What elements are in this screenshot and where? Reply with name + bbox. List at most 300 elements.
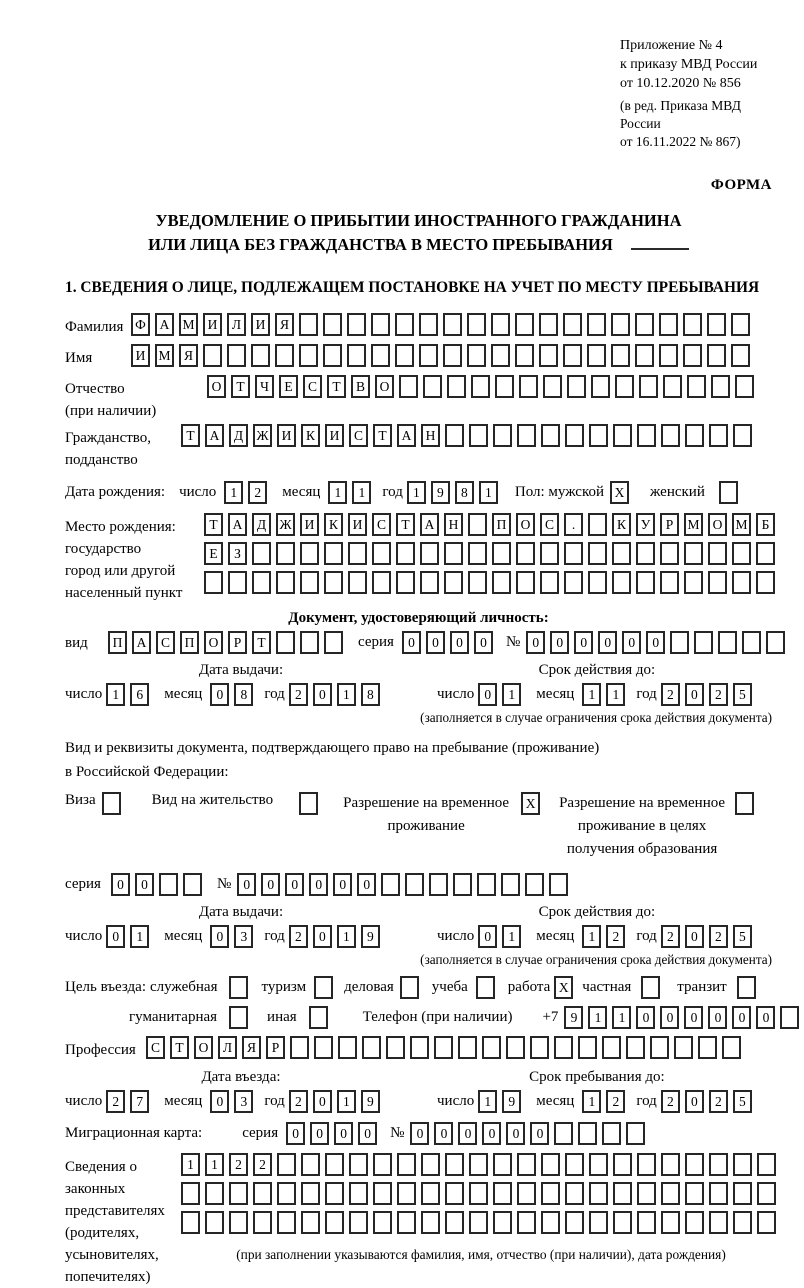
char-cell[interactable]: 0 [210,1090,229,1113]
char-cell[interactable]: К [324,513,343,536]
char-cell[interactable]: А [397,424,416,447]
char-cell[interactable]: Л [227,313,246,336]
char-cell[interactable]: Я [242,1036,261,1059]
char-cell[interactable] [756,571,775,594]
char-cell[interactable] [434,1036,453,1059]
char-cell[interactable] [684,542,703,565]
char-cell[interactable] [419,344,438,367]
char-cell[interactable] [517,1153,536,1176]
char-cell[interactable] [421,1182,440,1205]
char-cell[interactable] [564,571,583,594]
char-cell[interactable]: Е [279,375,298,398]
char-cell[interactable] [405,873,424,896]
char-cell[interactable] [468,571,487,594]
char-cell[interactable] [276,542,295,565]
char-cell[interactable]: 1 [478,1090,497,1113]
char-cell[interactable]: 1 [181,1153,200,1176]
char-cell[interactable] [397,1211,416,1234]
char-cell[interactable]: 8 [455,481,474,504]
char-cell[interactable] [588,571,607,594]
char-cell[interactable]: 0 [285,873,304,896]
char-cell[interactable] [493,424,512,447]
char-cell[interactable]: О [207,375,226,398]
char-cell[interactable]: 0 [732,1006,751,1029]
char-cell[interactable] [611,344,630,367]
char-cell[interactable] [229,1182,248,1205]
char-cell[interactable]: М [155,344,174,367]
char-cell[interactable] [659,313,678,336]
char-cell[interactable]: 1 [606,683,625,706]
char-cell[interactable] [347,313,366,336]
char-cell[interactable] [347,344,366,367]
char-cell[interactable] [301,1153,320,1176]
char-cell[interactable] [685,1182,704,1205]
char-cell[interactable] [660,542,679,565]
char-cell[interactable] [635,313,654,336]
char-cell[interactable]: 2 [709,1090,728,1113]
char-cell[interactable] [757,1182,776,1205]
char-cell[interactable] [563,313,582,336]
char-cell[interactable]: 0 [474,631,493,654]
char-cell[interactable] [589,424,608,447]
char-cell[interactable] [663,375,682,398]
char-cell[interactable] [102,792,121,815]
char-cell[interactable] [565,1153,584,1176]
char-cell[interactable] [587,313,606,336]
char-cell[interactable] [349,1153,368,1176]
char-cell[interactable] [420,571,439,594]
char-cell[interactable] [371,313,390,336]
char-cell[interactable]: 0 [358,1122,377,1145]
char-cell[interactable]: 0 [237,873,256,896]
char-cell[interactable] [549,873,568,896]
char-cell[interactable] [229,1006,248,1029]
char-cell[interactable] [659,344,678,367]
char-cell[interactable] [708,571,727,594]
char-cell[interactable] [362,1036,381,1059]
char-cell[interactable] [636,571,655,594]
char-cell[interactable]: Р [266,1036,285,1059]
char-cell[interactable] [515,313,534,336]
char-cell[interactable] [277,1153,296,1176]
char-cell[interactable] [373,1153,392,1176]
char-cell[interactable]: А [205,424,224,447]
char-cell[interactable] [181,1211,200,1234]
char-cell[interactable] [565,424,584,447]
char-cell[interactable] [471,375,490,398]
char-cell[interactable] [444,571,463,594]
char-cell[interactable] [543,375,562,398]
char-cell[interactable]: 0 [334,1122,353,1145]
char-cell[interactable] [711,375,730,398]
char-cell[interactable] [491,313,510,336]
char-cell[interactable]: 0 [685,683,704,706]
char-cell[interactable]: 9 [431,481,450,504]
char-cell[interactable]: 0 [357,873,376,896]
char-cell[interactable] [447,375,466,398]
char-cell[interactable]: Т [396,513,415,536]
char-cell[interactable] [443,344,462,367]
char-cell[interactable]: 8 [361,683,380,706]
char-cell[interactable]: З [228,542,247,565]
char-cell[interactable]: О [375,375,394,398]
char-cell[interactable] [252,571,271,594]
char-cell[interactable]: 0 [478,683,497,706]
char-cell[interactable]: С [303,375,322,398]
char-cell[interactable]: М [179,313,198,336]
char-cell[interactable] [395,344,414,367]
char-cell[interactable]: О [708,513,727,536]
char-cell[interactable]: П [180,631,199,654]
char-cell[interactable]: 0 [636,1006,655,1029]
char-cell[interactable] [709,1153,728,1176]
char-cell[interactable] [719,481,738,504]
char-cell[interactable]: 1 [106,683,125,706]
char-cell[interactable]: 0 [574,631,593,654]
char-cell[interactable]: 0 [506,1122,525,1145]
char-cell[interactable] [506,1036,525,1059]
char-cell[interactable] [742,631,761,654]
char-cell[interactable] [181,1182,200,1205]
char-cell[interactable] [419,313,438,336]
char-cell[interactable]: 0 [333,873,352,896]
char-cell[interactable] [325,1153,344,1176]
char-cell[interactable]: 0 [458,1122,477,1145]
char-cell[interactable] [735,792,754,815]
char-cell[interactable]: Б [756,513,775,536]
char-cell[interactable] [637,1211,656,1234]
char-cell[interactable] [637,1153,656,1176]
char-cell[interactable]: 2 [289,1090,308,1113]
char-cell[interactable] [516,542,535,565]
char-cell[interactable] [685,1153,704,1176]
char-cell[interactable] [708,542,727,565]
char-cell[interactable]: 1 [612,1006,631,1029]
char-cell[interactable] [707,313,726,336]
char-cell[interactable] [718,631,737,654]
char-cell[interactable] [323,313,342,336]
char-cell[interactable] [491,344,510,367]
char-cell[interactable]: А [132,631,151,654]
char-cell[interactable] [757,1211,776,1234]
char-cell[interactable] [683,344,702,367]
char-cell[interactable] [735,375,754,398]
char-cell[interactable] [445,1153,464,1176]
char-cell[interactable] [613,1153,632,1176]
char-cell[interactable] [276,571,295,594]
char-cell[interactable] [709,424,728,447]
char-cell[interactable] [183,873,202,896]
char-cell[interactable] [540,542,559,565]
char-cell[interactable]: 0 [646,631,665,654]
char-cell[interactable] [429,873,448,896]
char-cell[interactable]: И [325,424,344,447]
char-cell[interactable] [205,1182,224,1205]
char-cell[interactable]: 2 [248,481,267,504]
char-cell[interactable] [228,571,247,594]
char-cell[interactable] [722,1036,741,1059]
char-cell[interactable]: О [204,631,223,654]
char-cell[interactable]: 1 [130,925,149,948]
char-cell[interactable] [554,1036,573,1059]
char-cell[interactable] [277,1182,296,1205]
char-cell[interactable]: 1 [337,925,356,948]
char-cell[interactable]: А [155,313,174,336]
char-cell[interactable]: Т [252,631,271,654]
char-cell[interactable]: 0 [598,631,617,654]
char-cell[interactable] [349,1211,368,1234]
char-cell[interactable]: 3 [234,1090,253,1113]
char-cell[interactable] [637,1182,656,1205]
char-cell[interactable] [517,424,536,447]
char-cell[interactable] [445,1211,464,1234]
char-cell[interactable] [309,1006,328,1029]
char-cell[interactable]: 0 [684,1006,703,1029]
char-cell[interactable] [421,1211,440,1234]
char-cell[interactable] [493,1153,512,1176]
char-cell[interactable]: Ж [253,424,272,447]
char-cell[interactable] [539,344,558,367]
char-cell[interactable] [453,873,472,896]
char-cell[interactable] [674,1036,693,1059]
char-cell[interactable] [299,313,318,336]
char-cell[interactable] [469,1211,488,1234]
char-cell[interactable] [661,1182,680,1205]
char-cell[interactable]: И [131,344,150,367]
char-cell[interactable]: 1 [502,925,521,948]
char-cell[interactable] [325,1211,344,1234]
char-cell[interactable]: 2 [661,925,680,948]
char-cell[interactable]: П [108,631,127,654]
char-cell[interactable]: Т [231,375,250,398]
char-cell[interactable]: 7 [130,1090,149,1113]
char-cell[interactable] [381,873,400,896]
char-cell[interactable] [277,1211,296,1234]
char-cell[interactable] [373,1182,392,1205]
char-cell[interactable]: 5 [733,683,752,706]
char-cell[interactable] [565,1182,584,1205]
char-cell[interactable] [323,344,342,367]
char-cell[interactable]: 1 [224,481,243,504]
char-cell[interactable]: 2 [661,1090,680,1113]
char-cell[interactable] [541,1153,560,1176]
char-cell[interactable] [554,1122,573,1145]
char-cell[interactable] [766,631,785,654]
char-cell[interactable] [565,1211,584,1234]
char-cell[interactable] [684,571,703,594]
char-cell[interactable] [251,344,270,367]
char-cell[interactable]: 0 [210,683,229,706]
char-cell[interactable]: 0 [756,1006,775,1029]
char-cell[interactable]: Я [275,313,294,336]
char-cell[interactable] [733,1153,752,1176]
char-cell[interactable]: 0 [478,925,497,948]
char-cell[interactable] [733,424,752,447]
char-cell[interactable] [159,873,178,896]
char-cell[interactable]: 2 [606,925,625,948]
char-cell[interactable] [564,542,583,565]
char-cell[interactable] [563,344,582,367]
char-cell[interactable]: Ф [131,313,150,336]
char-cell[interactable] [639,375,658,398]
char-cell[interactable] [641,976,660,999]
char-cell[interactable]: 0 [530,1122,549,1145]
char-cell[interactable] [324,631,343,654]
char-cell[interactable]: 1 [502,683,521,706]
char-cell[interactable] [492,542,511,565]
char-cell[interactable]: И [203,313,222,336]
char-cell[interactable] [541,1211,560,1234]
char-cell[interactable] [516,571,535,594]
char-cell[interactable]: 0 [135,873,154,896]
char-cell[interactable] [469,1153,488,1176]
char-cell[interactable]: 3 [234,925,253,948]
char-cell[interactable]: Р [228,631,247,654]
char-cell[interactable]: 2 [709,683,728,706]
char-cell[interactable] [300,542,319,565]
char-cell[interactable]: 1 [337,683,356,706]
char-cell[interactable] [661,1211,680,1234]
char-cell[interactable] [613,424,632,447]
char-cell[interactable]: 0 [482,1122,501,1145]
char-cell[interactable] [587,344,606,367]
char-cell[interactable]: У [636,513,655,536]
char-cell[interactable] [458,1036,477,1059]
char-cell[interactable] [615,375,634,398]
char-cell[interactable]: И [300,513,319,536]
char-cell[interactable] [707,344,726,367]
char-cell[interactable] [733,1211,752,1234]
char-cell[interactable]: 0 [313,1090,332,1113]
char-cell[interactable]: 2 [289,683,308,706]
char-cell[interactable] [227,344,246,367]
char-cell[interactable] [493,1182,512,1205]
char-cell[interactable] [373,1211,392,1234]
char-cell[interactable] [468,513,487,536]
char-cell[interactable]: Д [229,424,248,447]
char-cell[interactable]: 1 [582,683,601,706]
char-cell[interactable]: 6 [130,683,149,706]
char-cell[interactable] [591,375,610,398]
char-cell[interactable] [300,571,319,594]
char-cell[interactable]: 0 [111,873,130,896]
char-cell[interactable] [525,873,544,896]
char-cell[interactable]: 0 [313,683,332,706]
char-cell[interactable] [517,1211,536,1234]
char-cell[interactable]: Н [444,513,463,536]
char-cell[interactable] [567,375,586,398]
char-cell[interactable]: 1 [337,1090,356,1113]
char-cell[interactable] [578,1122,597,1145]
char-cell[interactable] [709,1182,728,1205]
char-cell[interactable]: 9 [564,1006,583,1029]
char-cell[interactable]: 0 [526,631,545,654]
char-cell[interactable] [400,976,419,999]
char-cell[interactable] [399,375,418,398]
char-cell[interactable] [495,375,514,398]
char-cell[interactable] [299,792,318,815]
char-cell[interactable]: Т [170,1036,189,1059]
char-cell[interactable]: 1 [352,481,371,504]
char-cell[interactable] [661,424,680,447]
char-cell[interactable]: 1 [205,1153,224,1176]
char-cell[interactable]: 0 [708,1006,727,1029]
char-cell[interactable] [396,571,415,594]
char-cell[interactable]: Ж [276,513,295,536]
char-cell[interactable]: С [156,631,175,654]
char-cell[interactable] [325,1182,344,1205]
char-cell[interactable]: М [684,513,703,536]
char-cell[interactable]: 9 [361,925,380,948]
char-cell[interactable]: 0 [286,1122,305,1145]
char-cell[interactable]: 0 [261,873,280,896]
char-cell[interactable] [611,313,630,336]
char-cell[interactable] [661,1153,680,1176]
char-cell[interactable] [493,1211,512,1234]
char-cell[interactable] [515,344,534,367]
char-cell[interactable]: 2 [229,1153,248,1176]
char-cell[interactable] [348,542,367,565]
char-cell[interactable] [694,631,713,654]
char-cell[interactable]: С [540,513,559,536]
char-cell[interactable]: 0 [450,631,469,654]
char-cell[interactable] [733,1182,752,1205]
char-cell[interactable] [372,542,391,565]
char-cell[interactable]: 1 [582,925,601,948]
char-cell[interactable] [443,313,462,336]
char-cell[interactable]: 0 [660,1006,679,1029]
char-cell[interactable] [469,424,488,447]
char-cell[interactable] [530,1036,549,1059]
char-cell[interactable] [349,1182,368,1205]
char-cell[interactable]: X [610,481,629,504]
char-cell[interactable] [396,542,415,565]
char-cell[interactable] [290,1036,309,1059]
char-cell[interactable]: И [348,513,367,536]
char-cell[interactable] [626,1036,645,1059]
char-cell[interactable] [395,313,414,336]
char-cell[interactable] [660,571,679,594]
char-cell[interactable] [687,375,706,398]
char-cell[interactable]: 1 [582,1090,601,1113]
char-cell[interactable]: К [301,424,320,447]
char-cell[interactable]: А [420,513,439,536]
char-cell[interactable] [314,1036,333,1059]
char-cell[interactable]: Т [327,375,346,398]
char-cell[interactable] [468,542,487,565]
char-cell[interactable] [780,1006,799,1029]
char-cell[interactable] [204,571,223,594]
char-cell[interactable]: 0 [210,925,229,948]
char-cell[interactable] [229,976,248,999]
char-cell[interactable]: 2 [661,683,680,706]
char-cell[interactable]: 0 [550,631,569,654]
char-cell[interactable] [445,1182,464,1205]
char-cell[interactable]: 0 [685,925,704,948]
char-cell[interactable] [444,542,463,565]
char-cell[interactable] [732,542,751,565]
char-cell[interactable]: 2 [289,925,308,948]
char-cell[interactable] [612,542,631,565]
char-cell[interactable] [685,1211,704,1234]
char-cell[interactable]: О [516,513,535,536]
char-cell[interactable] [229,1211,248,1234]
char-cell[interactable] [301,1182,320,1205]
char-cell[interactable] [477,873,496,896]
char-cell[interactable] [602,1036,621,1059]
char-cell[interactable] [613,1211,632,1234]
char-cell[interactable] [731,344,750,367]
